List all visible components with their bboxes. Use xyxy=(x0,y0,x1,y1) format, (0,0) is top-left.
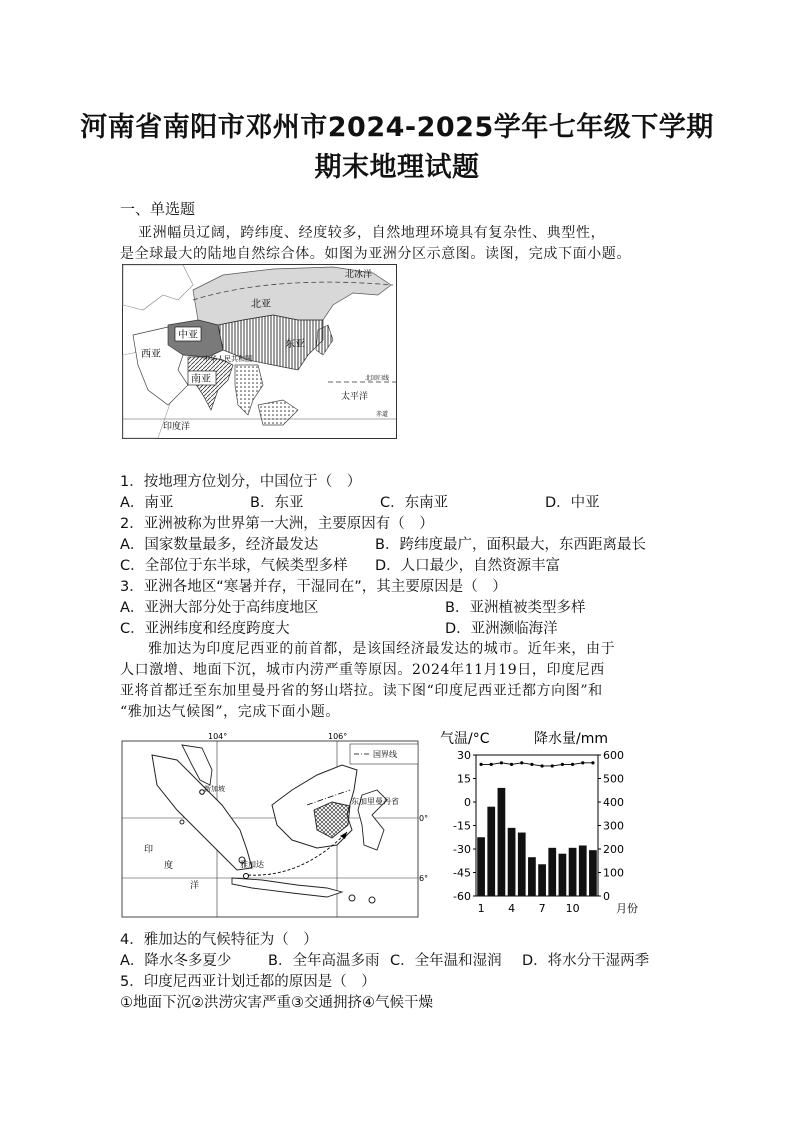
precip-tick-label: 400 xyxy=(603,796,624,809)
q2-option-d[interactable]: D．人口最少，自然资源丰富 xyxy=(375,558,561,574)
precip-bar xyxy=(518,833,526,896)
precip-bar xyxy=(589,850,597,896)
temp-point xyxy=(510,763,513,766)
precip-bar xyxy=(559,854,567,896)
legend-border: 国界线 xyxy=(373,750,397,759)
ocean-char-3: 洋 xyxy=(190,881,200,891)
x-unit-label: 月份 xyxy=(616,902,638,915)
label-singapore: 新加坡 xyxy=(204,785,225,793)
precip-tick-label: 0 xyxy=(603,890,610,903)
q4-option-c[interactable]: C．全年温和湿润 xyxy=(390,953,502,969)
q2-option-a[interactable]: A．国家数量最多，经济最发达 xyxy=(120,537,319,553)
temp-point xyxy=(530,763,533,766)
precip-bar xyxy=(579,845,587,896)
asia-map-figure xyxy=(123,265,396,438)
precip-bar xyxy=(569,848,577,896)
climate-chart-svg xyxy=(438,728,638,920)
temp-tick-label: -60 xyxy=(453,890,471,903)
precip-bar xyxy=(508,828,516,896)
asia-regions-map xyxy=(122,264,397,439)
precip-tick-label: 600 xyxy=(603,749,624,762)
precip-bar xyxy=(548,848,556,896)
q5-stem: 5．印度尼西亚计划迁都的原因是（ ） xyxy=(120,974,376,990)
label-central-asia: 中亚 xyxy=(178,330,198,341)
q4-stem: 4．雅加达的气候特征为（ ） xyxy=(120,932,318,948)
precip-tick-label: 100 xyxy=(603,866,624,880)
label-equator: 赤道 xyxy=(376,411,389,418)
precip-bar xyxy=(498,788,506,896)
temp-tick-label: 30 xyxy=(457,749,471,762)
temp-point xyxy=(551,764,554,767)
jakarta-climate-chart xyxy=(438,728,638,920)
precip-bar xyxy=(538,864,546,896)
q1-option-c[interactable]: C．东南亚 xyxy=(380,495,449,511)
q4-option-d[interactable]: D．将水分干湿两季 xyxy=(522,953,650,969)
precip-axis-label: 降水量/mm xyxy=(534,731,608,747)
temp-point xyxy=(500,761,503,764)
q3-option-c[interactable]: C．亚洲纬度和经度跨度大 xyxy=(120,621,290,637)
lat-6: 6° xyxy=(419,874,429,883)
temp-tick-label: -15 xyxy=(453,819,471,833)
page-title-line1: 河南省南阳市邓州市2024-2025学年七年级下学期 xyxy=(80,112,714,143)
temp-point xyxy=(581,761,584,764)
label-jakarta: 雅加达 xyxy=(240,860,264,869)
temp-tick-label: 0 xyxy=(464,796,471,809)
label-east-kalimantan: 东加里曼丹省 xyxy=(351,797,399,806)
label-west-asia: 西亚 xyxy=(141,349,161,360)
temp-axis-label: 气温/°C xyxy=(440,731,490,747)
passage1-line2: 是全球最大的陆地自然综合体。如图为亚洲分区示意图。读图，完成下面小题。 xyxy=(120,246,631,262)
temp-point xyxy=(571,763,574,766)
page-title-line2: 期末地理试题 xyxy=(314,152,480,183)
label-tropic: 北回归线 xyxy=(365,375,390,382)
ocean-char-2: 度 xyxy=(164,861,174,871)
temp-point xyxy=(591,761,594,764)
passage2-line1: 雅加达为印度尼西亚的前首都，是该国经济最发达的城市。近年来，由于 xyxy=(148,641,616,657)
precip-tick-label: 200 xyxy=(603,843,624,856)
passage1-line1: 亚洲幅员辽阔，跨纬度、经度较多，自然地理环境具有复杂性、典型性， xyxy=(138,225,606,241)
q3-option-a[interactable]: A．亚洲大部分处于高纬度地区 xyxy=(120,600,319,616)
indonesia-capital-move-map xyxy=(122,730,429,918)
precip-bar xyxy=(487,807,495,896)
q5-choices: ①地面下沉②洪涝灾害严重③交通拥挤④气候干燥 xyxy=(120,995,433,1011)
label-indian-ocean: 印度洋 xyxy=(163,422,191,432)
passage2-line3: 亚将首都迁至东加里曼丹省的努山塔拉。读下图“印度尼西亚迁都方向图”和 xyxy=(120,683,603,699)
passage2-line4: “雅加达气候图”，完成下面小题。 xyxy=(120,704,340,720)
q4-option-b[interactable]: B．全年高温多雨 xyxy=(268,953,380,969)
precip-tick-label: 300 xyxy=(603,819,624,833)
indonesia-map-figure xyxy=(122,730,429,918)
lon-104: 104° xyxy=(208,732,228,741)
temp-tick-label: -30 xyxy=(453,843,471,856)
label-pacific: 太平洋 xyxy=(341,392,369,402)
label-north-asia: 北亚 xyxy=(251,299,271,310)
month-tick-label: 4 xyxy=(508,902,516,915)
temp-tick-label: -45 xyxy=(453,866,471,880)
temp-point xyxy=(490,763,493,766)
temp-line xyxy=(481,763,593,766)
q1-option-b[interactable]: B．东亚 xyxy=(250,495,304,511)
q1-option-d[interactable]: D．中亚 xyxy=(545,495,600,511)
month-tick-label: 10 xyxy=(565,902,580,915)
passage2-line2: 人口激增、地面下沉，城市内涝严重等原因。2024年11月19日，印度尼西 xyxy=(120,662,605,678)
q3-option-d[interactable]: D．亚洲濒临海洋 xyxy=(445,621,558,637)
q1-stem: 1．按地理方位划分，中国位于（ ） xyxy=(120,474,362,490)
label-arctic-ocean: 北冰洋 xyxy=(345,270,373,280)
section-heading: 一、单选题 xyxy=(120,200,196,218)
lat-0: 0° xyxy=(419,814,429,823)
temp-tick-label: 15 xyxy=(457,772,471,786)
q2-option-c[interactable]: C．全部位于东半球，气候类型多样 xyxy=(120,558,348,574)
temp-point xyxy=(561,763,564,766)
ocean-char-1: 印 xyxy=(144,845,154,855)
temp-point xyxy=(540,764,543,767)
lon-106: 106° xyxy=(328,732,348,741)
label-china: 中华人民共和国 xyxy=(203,355,252,363)
precip-bar xyxy=(528,857,536,896)
label-south-asia: 南亚 xyxy=(191,374,211,385)
precip-bar xyxy=(477,837,485,896)
precip-tick-label: 500 xyxy=(603,772,624,786)
q2-option-b[interactable]: B．跨纬度最广，面积最大，东西距离最长 xyxy=(375,537,646,553)
q4-option-a[interactable]: A．降水冬多夏少 xyxy=(120,953,232,969)
q3-option-b[interactable]: B．亚洲植被类型多样 xyxy=(445,600,586,616)
month-tick-label: 1 xyxy=(477,902,485,915)
q2-stem: 2．亚洲被称为世界第一大洲，主要原因有（ ） xyxy=(120,516,434,532)
temp-point xyxy=(479,763,482,766)
label-east-asia: 东亚 xyxy=(285,339,305,350)
month-tick-label: 7 xyxy=(538,902,546,915)
temp-point xyxy=(520,761,523,764)
q3-stem: 3．亚洲各地区“寒暑并存，干湿同在”，其主要原因是（ ） xyxy=(120,579,507,595)
q1-option-a[interactable]: A．南亚 xyxy=(120,495,174,511)
